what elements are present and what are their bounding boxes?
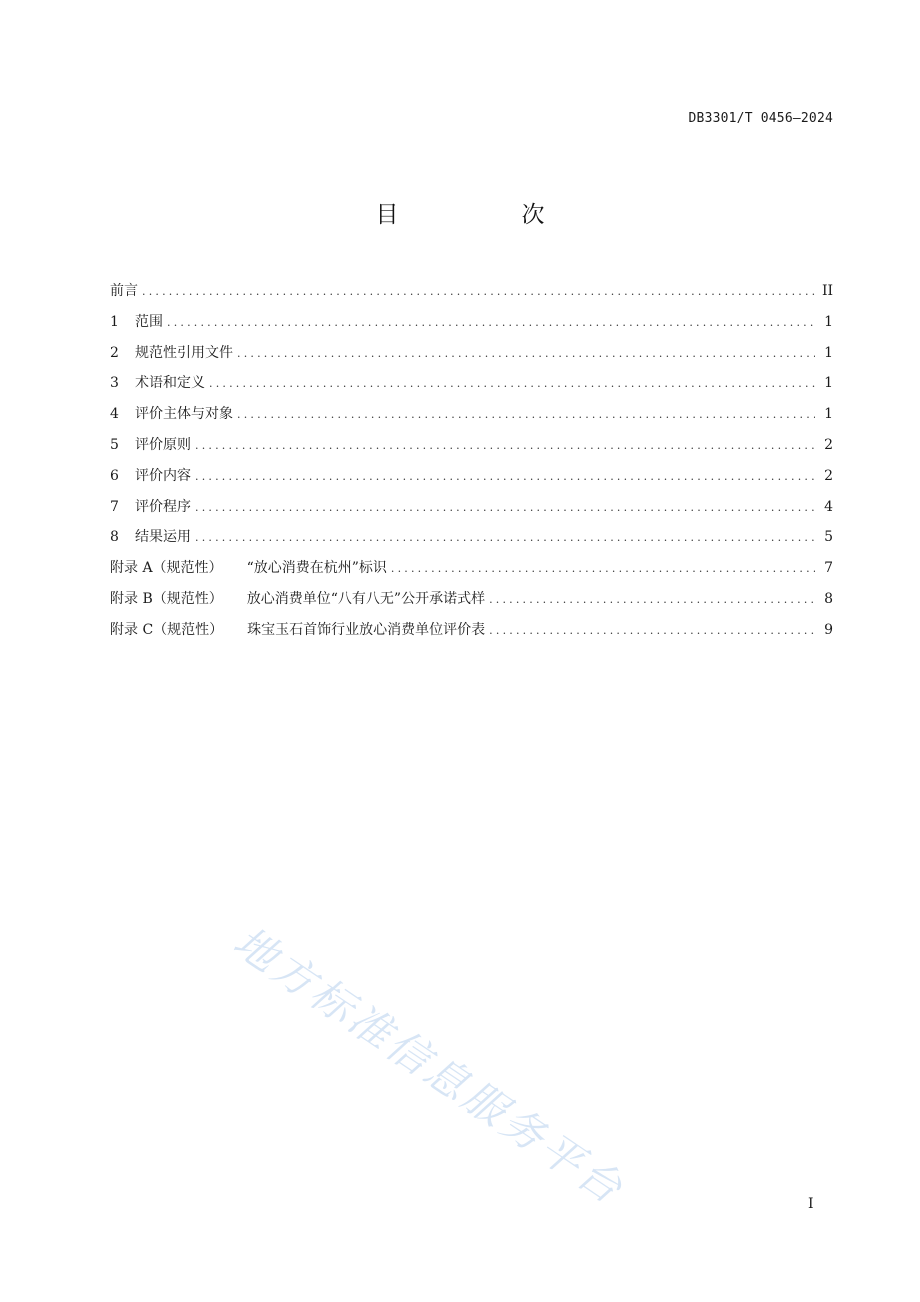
toc-entry-number: 1	[110, 313, 119, 330]
page-number: I	[808, 1196, 814, 1212]
toc-entry-page: 8	[824, 590, 833, 607]
toc-entry-number: 4	[110, 406, 119, 423]
toc-leader-dots	[142, 282, 815, 302]
toc-entry-title: 评价主体与对象	[135, 406, 233, 423]
toc-leader-dots	[195, 498, 815, 518]
toc-entry-scope[interactable]	[110, 312, 833, 343]
toc-leader-dots	[195, 436, 815, 456]
toc-entry-normative-references[interactable]	[110, 343, 833, 374]
toc-entry-page: II	[821, 283, 833, 299]
toc-entry-page: 1	[824, 406, 833, 423]
toc-leader-dots	[167, 313, 815, 333]
toc-entry-number: 7	[110, 498, 119, 515]
toc-appendix-label: 附录 A（规范性）	[110, 560, 223, 577]
toc-entry-appendix-c[interactable]	[110, 620, 833, 651]
toc-entry-title: 评价内容	[135, 467, 191, 484]
toc-entry-content[interactable]	[110, 466, 833, 497]
toc-entry-title: 放心消费单位“八有八无”公开承诺式样	[246, 590, 486, 607]
toc-entry-subject-object[interactable]	[110, 404, 833, 435]
page-title: 目 次	[375, 202, 595, 228]
toc-entry-principles[interactable]	[110, 435, 833, 466]
toc-entry-page: 9	[824, 621, 833, 638]
toc-entry-foreword[interactable]	[110, 281, 833, 312]
toc-leader-dots	[237, 344, 815, 364]
document-code: DB3301/T 0456—2024	[688, 111, 833, 126]
toc-entry-title: 评价程序	[135, 498, 191, 515]
toc-entry-appendix-b[interactable]	[110, 589, 833, 620]
toc-appendix-label: 附录 B（规范性）	[110, 590, 223, 607]
toc-entry-number: 3	[110, 375, 119, 392]
toc-entry-number: 5	[110, 436, 119, 453]
toc-leader-dots	[209, 374, 815, 394]
toc-entry-page: 1	[824, 344, 833, 361]
toc-leader-dots	[489, 621, 815, 641]
toc-entry-page: 2	[824, 467, 833, 484]
table-of-contents	[110, 281, 833, 651]
toc-entry-title: 范围	[135, 313, 163, 330]
toc-entry-application[interactable]	[110, 527, 833, 558]
toc-entry-number: 6	[110, 467, 119, 484]
toc-entry-appendix-a[interactable]	[110, 558, 833, 589]
toc-entry-page: 5	[824, 529, 833, 546]
toc-entry-title: 规范性引用文件	[135, 344, 233, 361]
toc-leader-dots	[237, 405, 815, 425]
toc-entry-title: 术语和定义	[135, 375, 205, 392]
toc-leader-dots	[391, 559, 815, 579]
toc-entry-page: 1	[824, 375, 833, 392]
toc-leader-dots	[195, 467, 815, 487]
toc-entry-number: 2	[110, 344, 119, 361]
toc-entry-title: 前言	[110, 283, 138, 299]
toc-entry-number: 8	[110, 529, 119, 546]
toc-entry-page: 4	[824, 498, 833, 515]
toc-entry-procedure[interactable]	[110, 497, 833, 528]
toc-entry-page: 7	[824, 560, 833, 577]
toc-entry-page: 2	[824, 436, 833, 453]
toc-entry-title: 评价原则	[135, 436, 191, 453]
toc-leader-dots	[195, 528, 815, 548]
toc-entry-title: “放心消费在杭州”标识	[246, 560, 387, 577]
toc-appendix-label: 附录 C（规范性）	[110, 621, 224, 638]
toc-entry-title: 珠宝玉石首饰行业放心消费单位评价表	[247, 621, 486, 638]
toc-leader-dots	[489, 590, 815, 610]
toc-entry-page: 1	[824, 313, 833, 330]
watermark: 地方标准信息服务平台	[224, 916, 634, 1215]
toc-entry-terms-definitions[interactable]	[110, 373, 833, 404]
toc-entry-title: 结果运用	[135, 529, 191, 546]
